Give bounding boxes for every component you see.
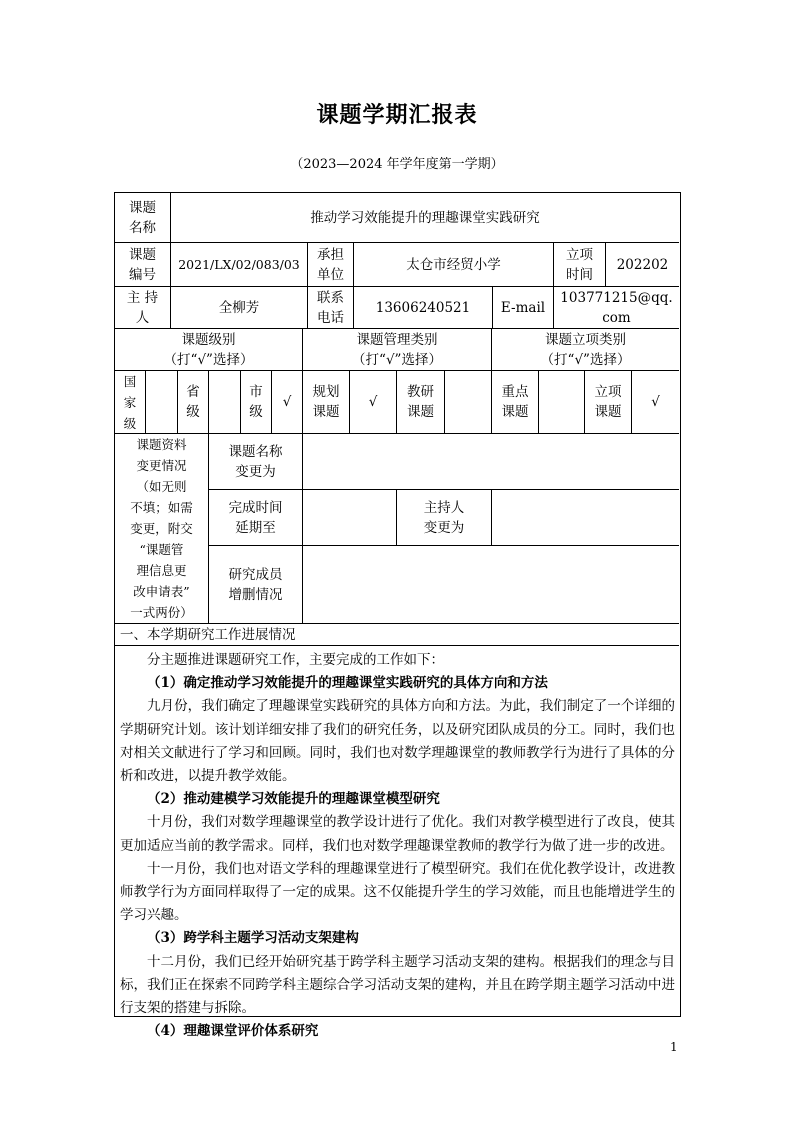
host-change-value <box>492 490 679 546</box>
page-number: 1 <box>670 1040 678 1054</box>
setup-topic-label: 立项 课题 <box>585 371 632 434</box>
host-change-label: 主持人 变更为 <box>397 490 492 546</box>
unit-value: 太仓市经贸小学 <box>354 243 554 287</box>
subheading-1: （1）确定推动学习效能提升的理趣课堂实践研究的具体方向和方法 <box>147 675 548 692</box>
page-title: 课题学期汇报表 <box>316 102 478 128</box>
paragraph-november: 十一月份，我们也对语文学科的理趣课堂进行了模型研究。我们在优化教学设计，改进教师教学行为方面同样取得了一定的成果。这不仅能提升学生的学习效能，而且也能增进学生的学习兴趣。 <box>120 860 675 924</box>
setup-topic-mark: √ <box>632 371 679 434</box>
type-header: 课题立项类别 （打“√”选择） <box>492 329 679 371</box>
member-change-label: 研究成员 增删情况 <box>209 546 303 624</box>
topic-no-value: 2021/LX/02/083/03 <box>171 243 308 287</box>
setup-time-label: 立项 时间 <box>554 243 606 287</box>
level-header: 课题级别 （打“√”选择） <box>115 329 303 371</box>
host-label: 主 持 人 <box>115 287 171 329</box>
plan-topic-mark: √ <box>350 371 397 434</box>
email-label: E-mail <box>493 287 554 329</box>
teaching-topic-label: 教研 课题 <box>397 371 445 434</box>
rename-label: 课题名称 变更为 <box>209 434 303 490</box>
page-subtitle: （2023—2024 年学年度第一学期） <box>290 157 504 172</box>
plan-topic-label: 规划 课题 <box>303 371 350 434</box>
delay-value <box>303 490 397 546</box>
city-level-label: 市 级 <box>241 371 272 434</box>
change-info-label: 课题资料 变更情况 （如无则 不填；如需 变更，附交 “课题管 理信息更 改申请表” 一式两份） <box>115 434 209 624</box>
province-level-mark <box>209 371 241 434</box>
section-1-heading: 一、本学期研究工作进展情况 <box>115 624 679 646</box>
phone-value: 13606240521 <box>354 287 493 329</box>
national-level-mark <box>146 371 178 434</box>
paragraph-october: 十月份，我们对数学理趣课堂的教学设计进行了优化。我们对教学模型进行了改良，使其更加适应当前的教学需求。同样，我们也对数学理趣课堂教师的教学行为做了进一步的改进。 <box>120 814 675 854</box>
setup-time-value: 202202 <box>606 243 679 287</box>
management-header: 课题管理类别 （打“√”选择） <box>303 329 492 371</box>
host-value: 全柳芳 <box>171 287 308 329</box>
province-level-label: 省 级 <box>178 371 209 434</box>
progress-report-body <box>115 649 679 1043</box>
subheading-3: （3）跨学科主题学习活动支架建构 <box>147 930 359 947</box>
topic-name-label: 课题 名称 <box>115 193 171 243</box>
rename-value <box>303 434 679 490</box>
report-form <box>114 192 681 1040</box>
national-level-label: 国 家 级 <box>115 371 146 434</box>
subheading-2: （2）推动建模学习效能提升的理趣课堂模型研究 <box>147 791 440 808</box>
paragraph-december: 十二月份，我们已经开始研究基于跨学科主题学习活动支架的建构。根据我们的理念与目标，我们正在探索不同跨学科主题综合学习活动支架的建构，并且在跨学期主题学习活动中进行支架的搭建与拆除。 <box>120 953 675 1017</box>
topic-name-value: 推动学习效能提升的理趣课堂实践研究 <box>171 193 679 243</box>
teaching-topic-mark <box>445 371 492 434</box>
email-value: 103771215@qq. com <box>554 287 679 329</box>
key-topic-label: 重点 课题 <box>492 371 539 434</box>
phone-label: 联系 电话 <box>308 287 354 329</box>
key-topic-mark <box>539 371 585 434</box>
member-change-value <box>303 546 679 624</box>
intro-paragraph: 分主题推进课题研究工作，主要完成的工作如下： <box>147 652 444 668</box>
unit-label: 承担 单位 <box>308 243 354 287</box>
delay-label: 完成时间 延期至 <box>209 490 303 546</box>
topic-no-label: 课题 编号 <box>115 243 171 287</box>
paragraph-september: 九月份，我们确定了理趣课堂实践研究的具体方向和方法。为此，我们制定了一个详细的学期研究计划。该计划详细安排了我们的研究任务，以及研究团队成员的分工。同时，我们也对相关文献进行了学习和回顾。同时，我们也对数学理趣课堂的教师教学行为进行了具体的分析和改进，以提升教学效能。 <box>120 698 675 785</box>
city-level-mark: √ <box>272 371 303 434</box>
subheading-4: （4）理趣课堂评价体系研究 <box>147 1023 319 1040</box>
